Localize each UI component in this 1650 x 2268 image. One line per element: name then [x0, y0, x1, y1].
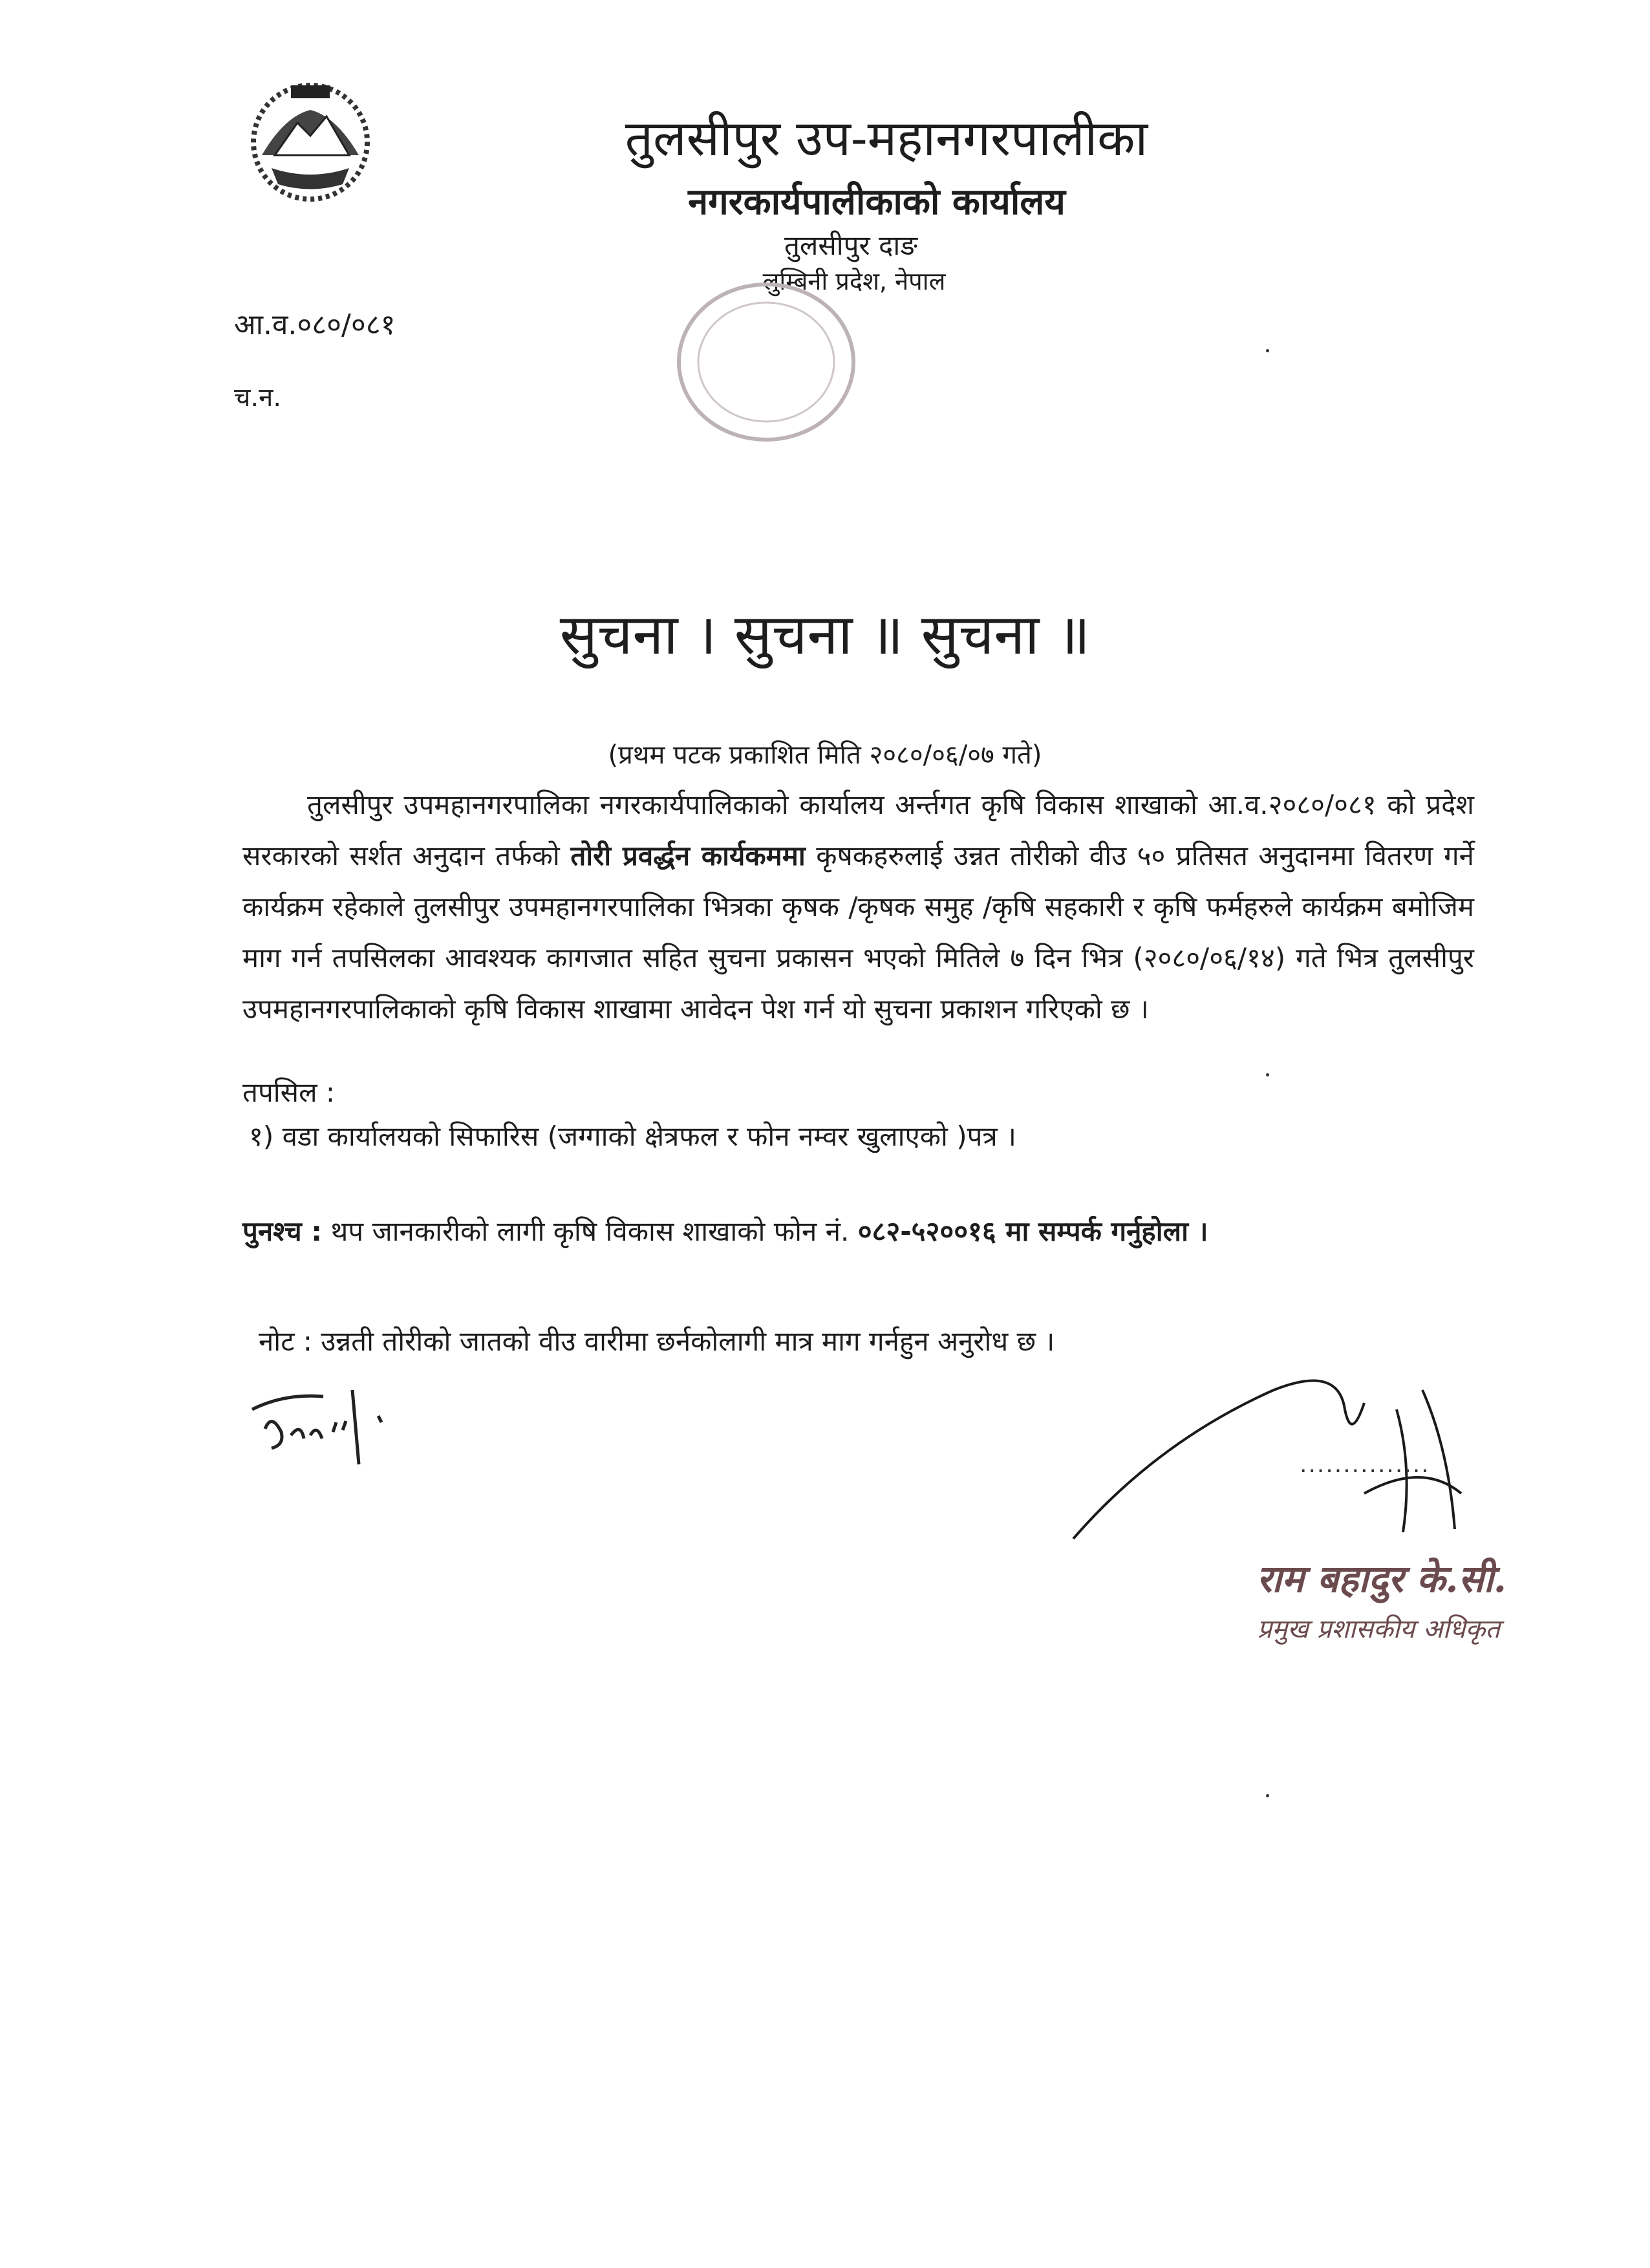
office-stamp [672, 278, 860, 446]
body-text-2: कृषकहरुलाई उन्नत तोरीको वीउ ५० प्रतिसत अनुदानमा वितरण गर्ने कार्यक्रम रहेकाले तुलसीपुर उपमहानगरपालिका भित्रका कृषक /कृषक समुह /कृषि सहकारी र कृषि फर्महरुले कार्यक्रम बमोजिम माग गर्न तपसिलका आवश्यक कागजात सहित सुचना प्रकासन भएको मितिले ७ दिन भित्र (२०८०/०६/१४) गते भित्र तुलसीपुर उपमहानगरपालिकाको कृषि विकास शाखामा आवेदन पेश गर्न यो सुचना प्रकाशन गरिएको छ । [242, 840, 1474, 1025]
scan-speck [1266, 1073, 1269, 1076]
ps-contact: ०८२-५२००१६ मा सम्पर्क गर्नुहोला । [857, 1215, 1208, 1247]
body-program-name: तोरी प्रवर्द्धन कार्यकममा [570, 840, 806, 872]
org-name: तुलसीपुर उप-महानगरपालीका [625, 109, 1148, 167]
notice-body [242, 779, 1474, 1034]
office-city: तुलसीपुर दाङ [784, 230, 917, 261]
body-text-1: तुलसीपुर उपमहानगरपालिका नगरकार्यपालिकाको कार्यालय अर्न्तगत कृषि विकास शाखाको आ.व.२०८०/०८१ को प्रदेश सरकारको सर्शत अनुदान तर्फको [242, 789, 1474, 872]
signature-line: ............... [1300, 1451, 1430, 1478]
ps-text: थप जानकारीको लागी कृषि विकास शाखाको फोन नं. [322, 1215, 858, 1247]
ps-label: पुनश्च : [242, 1215, 323, 1247]
handwritten-initial [246, 1384, 401, 1468]
note: नोट : उन्नती तोरीको जातको वीउ वारीमा छर्नकोलागी मात्र माग गर्नहुन अनुरोध छ । [259, 1325, 1055, 1357]
office-province: लुम्बिनी प्रदेश, नेपाल [762, 267, 946, 295]
fiscal-year-ref: आ.व.०८०/०८१ [234, 308, 396, 341]
postscript [242, 1212, 1208, 1249]
schedule-item: १) वडा कार्यालयको सिफारिस (जग्गाको क्षेत्रफल र फोन नम्वर खुलाएको )पत्र । [249, 1120, 1016, 1152]
dispatch-number: च.न. [234, 383, 282, 412]
signatory-name: राम बहादुर के.सी. [1256, 1557, 1506, 1601]
signatory-title: प्रमुख प्रशासकीय अधिकृत [1257, 1614, 1500, 1644]
scan-speck [1266, 1794, 1269, 1797]
office-name: नगरकार्यपालीकाको कार्यालय [688, 181, 1066, 223]
scan-speck [1266, 349, 1269, 352]
publish-date: (प्रथम पटक प्रकाशित मिति २०८०/०६/०७ गते) [608, 740, 1042, 770]
notice-title: सुचना । सुचना ॥ सुचना ॥ [559, 603, 1091, 667]
schedule-label: तपसिल : [242, 1076, 336, 1108]
